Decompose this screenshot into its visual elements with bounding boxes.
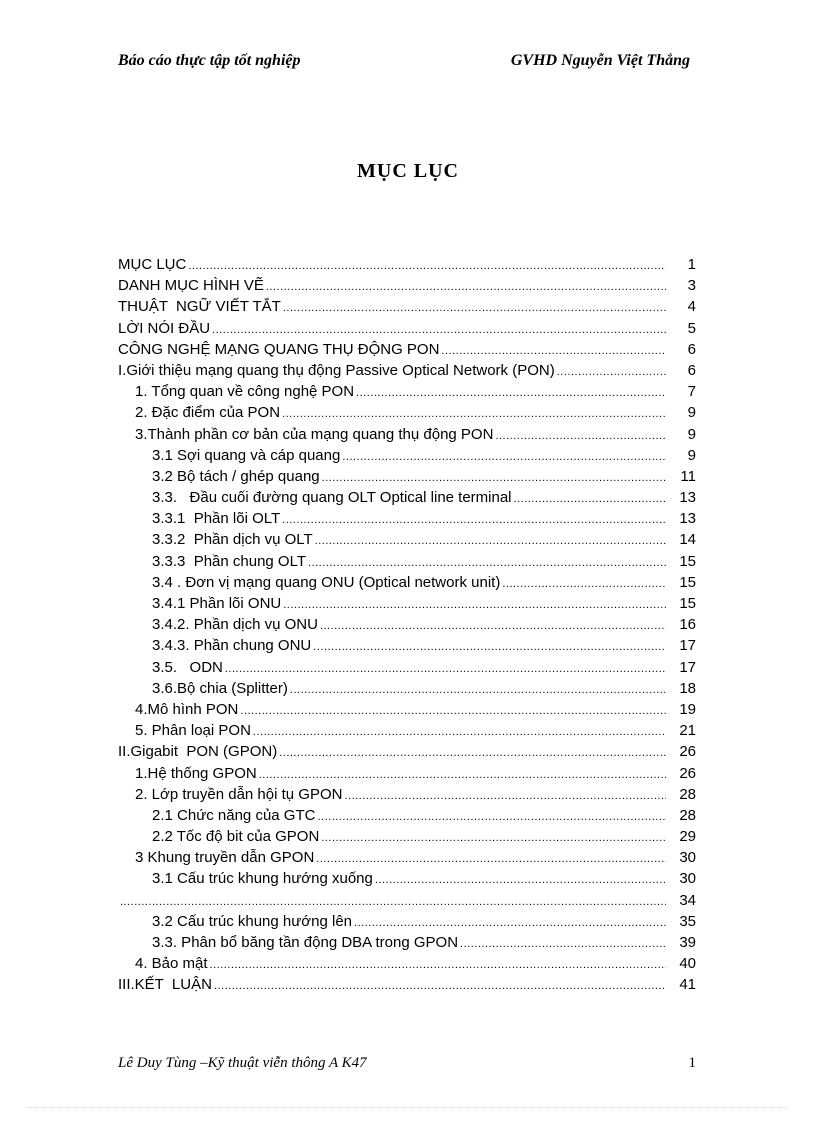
toc-dot-leader: [320, 620, 666, 632]
toc-entry-page: 9: [687, 425, 696, 443]
toc-entry-label: 3.5. ODN: [152, 658, 223, 676]
toc-entry-label: 3.2 Bộ tách / ghép quang: [152, 467, 320, 485]
toc-entry-label: 3 Khung truyền dẫn GPON: [135, 849, 315, 867]
toc-entry[interactable]: [118, 913, 696, 934]
toc-entry-page: 34: [679, 891, 696, 909]
toc-dot-leader: [290, 684, 666, 696]
toc-entry-page: 6: [687, 361, 696, 379]
toc-entry[interactable]: [118, 637, 696, 658]
toc-entry-label: 3.3.1 Phần lõi OLT: [152, 510, 281, 528]
toc-dot-leader: [315, 535, 666, 547]
toc-entry-page: 9: [687, 446, 696, 464]
toc-entry-page: 15: [679, 573, 696, 591]
toc-dot-leader: [253, 726, 666, 738]
toc-entry[interactable]: [118, 807, 696, 828]
toc-entry-page: 26: [679, 743, 696, 761]
toc-entry-label: III.KẾT LUẬN: [118, 976, 212, 994]
toc-entry[interactable]: [118, 616, 696, 637]
footer-page-number: 1: [688, 1055, 696, 1071]
toc-dot-leader: [283, 302, 666, 314]
toc-entry-page: 13: [679, 489, 696, 507]
toc-entry[interactable]: [118, 765, 696, 786]
toc-entry[interactable]: [118, 362, 696, 383]
toc-entry-label: THUẬT NGỮ VIẾT TẮT: [118, 298, 281, 316]
toc-dot-leader: [279, 747, 666, 759]
toc-dot-leader: [120, 896, 666, 908]
toc-entry-page: 15: [679, 595, 696, 612]
toc-entry-page: 28: [679, 785, 696, 803]
toc-entry-label: 2. Lớp truyền dẫn hội tụ GPON: [135, 785, 343, 803]
toc-entry[interactable]: [118, 531, 696, 552]
toc-entry-label: 1. Tổng quan về công nghệ PON: [135, 383, 355, 401]
toc-entry[interactable]: [118, 383, 696, 404]
toc-entry[interactable]: [118, 447, 696, 468]
toc-dot-leader: [514, 493, 666, 505]
toc-entry[interactable]: [118, 870, 696, 891]
toc-entry-label: 3.3. Đầu cuối đường quang OLT Optical line terminal: [152, 489, 512, 507]
toc-entry-page: 17: [679, 637, 696, 655]
toc-entry-label: 2.1 Chức năng của GTC: [152, 806, 316, 824]
toc-entry-label: I.Giới thiệu mạng quang thụ động Passive Optical Network (PON): [118, 361, 555, 379]
toc-entry-label: CÔNG NGHỆ MẠNG QUANG THỤ ĐỘNG PON: [118, 340, 440, 358]
toc-entry-page: 26: [679, 764, 696, 782]
toc-dot-leader: [283, 599, 666, 611]
toc-entry-label: 3.1 Sợi quang và cáp quang: [152, 446, 341, 464]
toc-entry[interactable]: [118, 404, 696, 425]
toc-entry[interactable]: [118, 489, 696, 510]
toc-entry-label: LỜI NÓI ĐẦU: [118, 319, 211, 337]
toc-entry-page: 14: [679, 531, 696, 549]
toc-dot-leader: [317, 811, 666, 823]
toc-dot-leader: [214, 980, 666, 992]
toc-dot-leader: [282, 408, 666, 420]
toc-entry-label: 3.3. Phân bổ băng tần động DBA trong GPON: [152, 934, 459, 951]
toc-entry-label: 3.4.3. Phần chung ONU: [152, 637, 312, 655]
toc-entry[interactable]: [118, 934, 696, 955]
toc-entry[interactable]: [118, 256, 696, 277]
toc-entry-label: 3.Thành phần cơ bản của mạng quang thụ động PON: [135, 425, 494, 443]
toc-entry-page: 21: [679, 722, 696, 740]
toc-dot-leader: [308, 557, 666, 569]
toc-entry-page: 30: [679, 849, 696, 867]
toc-entry-label: 2. Đặc điểm của PON: [135, 404, 281, 422]
toc-entry[interactable]: [118, 701, 696, 722]
toc-entry[interactable]: [118, 298, 696, 319]
toc-entry-label: 5. Phân loại PON: [135, 722, 251, 740]
toc-dot-leader: [344, 790, 666, 802]
toc-dot-leader: [342, 451, 666, 463]
toc-dot-leader: [266, 281, 666, 293]
toc-entry-page: 16: [679, 616, 696, 634]
toc-entry-page: 9: [687, 404, 696, 422]
toc-entry-page: 6: [687, 340, 696, 358]
toc-dot-leader: [212, 324, 666, 336]
toc-entry[interactable]: [118, 743, 696, 764]
toc-dot-leader: [502, 578, 666, 590]
toc-entry-label: 3.4.2. Phần dịch vụ ONU: [152, 616, 318, 634]
toc-dot-leader: [354, 917, 666, 929]
toc-dot-leader: [375, 874, 666, 886]
toc-entry-page: 29: [679, 828, 696, 846]
toc-entry-label: 1.Hệ thống GPON: [135, 764, 257, 782]
toc-entry-label: 3.2 Cấu trúc khung hướng lên: [152, 912, 353, 930]
toc-dot-leader: [240, 705, 666, 717]
toc-dot-leader: [441, 345, 666, 357]
toc-dot-leader: [225, 663, 666, 675]
toc-entry[interactable]: [118, 659, 696, 680]
toc-entry-label: MỤC LỤC: [118, 256, 187, 273]
toc-dot-leader: [313, 641, 666, 653]
toc-dot-leader: [210, 959, 666, 971]
toc-dot-leader: [460, 938, 666, 950]
toc-entry-page: 17: [679, 658, 696, 676]
toc-entry-page: 13: [679, 510, 696, 528]
toc-entry-page: 19: [679, 700, 696, 718]
toc-entry-label: DANH MỤC HÌNH VẼ: [118, 277, 264, 295]
toc-entry-label: 3.3.3 Phần chung OLT: [152, 552, 306, 570]
toc-entry-page: 7: [687, 383, 696, 401]
toc-entry[interactable]: [118, 828, 696, 849]
page-title: MỤC LỤC: [357, 160, 459, 182]
toc-entry-label: 3.4 . Đơn vị mạng quang ONU (Optical network unit): [152, 573, 501, 591]
toc-entry[interactable]: [118, 510, 696, 531]
toc-entry-page: 35: [679, 912, 696, 930]
toc-entry-page: 41: [679, 976, 696, 994]
toc-entry[interactable]: [118, 341, 696, 362]
toc-dot-leader: [282, 514, 666, 526]
table-of-contents: [118, 256, 696, 998]
toc-entry[interactable]: [118, 680, 696, 701]
toc-dot-leader: [322, 472, 666, 484]
toc-entry-label: 3.6.Bộ chia (Splitter): [152, 679, 288, 697]
toc-entry[interactable]: [118, 976, 696, 997]
toc-entry-page: 30: [679, 870, 696, 888]
toc-entry[interactable]: [118, 892, 696, 913]
toc-entry-label: 4. Bảo mật: [135, 955, 208, 973]
toc-entry-page: 3: [687, 277, 696, 295]
toc-entry[interactable]: [118, 468, 696, 489]
toc-entry-label: 3.1 Cấu trúc khung hướng xuống: [152, 870, 373, 888]
toc-entry[interactable]: [118, 955, 696, 976]
toc-dot-leader: [356, 387, 666, 399]
toc-entry-label: 4.Mô hình PON: [135, 700, 239, 718]
toc-dot-leader: [316, 853, 666, 865]
toc-entry[interactable]: [118, 553, 696, 574]
header-supervisor: GVHD Nguyễn Việt Thắng: [510, 52, 690, 69]
toc-entry[interactable]: [118, 277, 696, 298]
toc-dot-leader: [495, 430, 666, 442]
toc-entry-page: 5: [687, 319, 696, 337]
toc-entry[interactable]: [118, 320, 696, 341]
page-bottom-divider: [28, 1107, 788, 1108]
toc-entry[interactable]: [118, 849, 696, 870]
toc-dot-leader: [188, 260, 666, 272]
toc-entry[interactable]: [118, 722, 696, 743]
toc-entry-page: 11: [680, 467, 696, 485]
footer-author: Lê Duy Tùng –Kỹ thuật viễn thông A K47: [118, 1055, 367, 1071]
toc-dot-leader: [321, 832, 666, 844]
toc-entry-label: 3.3.2 Phần dịch vụ OLT: [152, 531, 313, 549]
toc-entry-label: II.Gigabit PON (GPON): [118, 743, 278, 761]
toc-entry-page: 1: [687, 256, 696, 273]
toc-entry-page: 39: [679, 934, 696, 951]
toc-entry-page: 28: [679, 806, 696, 824]
toc-entry[interactable]: [118, 595, 696, 616]
toc-dot-leader: [259, 769, 666, 781]
toc-entry-page: 15: [679, 552, 696, 570]
toc-entry[interactable]: [118, 426, 696, 447]
header-report-title: Báo cáo thực tập tốt nghiệp: [118, 52, 301, 69]
toc-entry-label: 2.2 Tốc độ bit của GPON: [152, 828, 320, 846]
toc-entry-page: 4: [687, 298, 696, 316]
toc-dot-leader: [557, 366, 666, 378]
toc-entry[interactable]: [118, 786, 696, 807]
toc-entry-page: 40: [679, 955, 696, 973]
toc-entry[interactable]: [118, 574, 696, 595]
toc-entry-page: 18: [679, 679, 696, 697]
toc-entry-label: 3.4.1 Phần lõi ONU: [152, 595, 282, 612]
